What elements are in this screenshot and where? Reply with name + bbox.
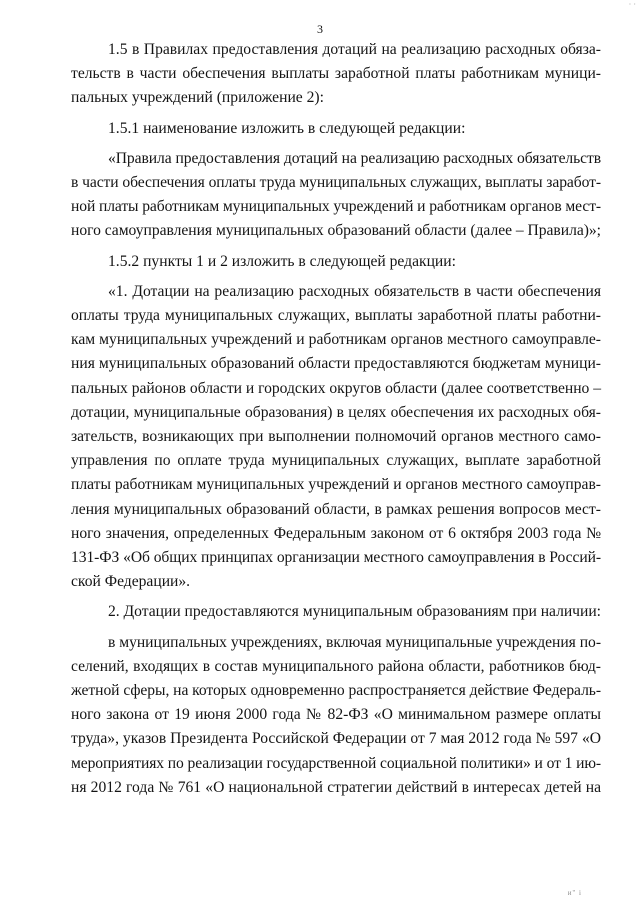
text-line: ного самоуправления муниципальных образований области (далее – Правила)»; [71,222,601,240]
text-line: платы работникам муниципальных учреждений и органов местного самоуправ- [71,476,601,494]
text-line: ской Федерации». [71,573,191,591]
text-line: в части обеспечения оплаты труда муниципальных служащих, выплаты заработ- [71,174,601,192]
document-body [71,38,601,806]
text-line: в муниципальных учреждениях, включая муниципальные учреждения по- [108,633,601,651]
paragraph-1-5-2 [71,250,601,274]
text-line: тельств в части обеспечения выплаты заработной платы работникам муници- [71,65,601,83]
paragraph-1-5 [71,38,601,111]
paragraph-item-1 [71,280,601,595]
footer-mark: и" і [567,889,582,897]
text-line: управления по оплате труда муниципальных служащих, выплате заработной [71,452,601,470]
text-line: труда», указов Президента Российской Федерации от 7 мая 2012 года № 597 «О [71,730,601,748]
text-line: жетной сферы, на которых одновременно распространяется действие Федераль- [71,682,601,700]
text-line: пальных учреждений (приложение 2): [71,89,324,107]
text-line: ного значения, определенных Федеральным законом от 6 октября 2003 года № [71,524,601,542]
text-line: «Правила предоставления дотаций на реализацию расходных обязательств [108,149,602,167]
page-number: 3 [317,22,323,36]
text-line: пальных районов области и городских округов области (далее соответственно – [71,379,601,397]
text-line: ления муниципальных образований области, в рамках решения вопросов мест- [71,500,601,518]
text-line: зательств, возникающих при выполнении полномочий органов местного само- [71,428,601,446]
text-line: селений, входящих в состав муниципального района области, работников бюд- [71,657,601,675]
text-line: 2. Дотации предоставляются муниципальным образованиям при наличии: [108,603,601,621]
text-line: ной платы работникам муниципальных учреждений и работникам органов мест- [71,198,601,216]
text-line: ня 2012 года № 761 «О национальной стратегии действий в интересах детей на [71,778,601,796]
corner-mark: · · [628,0,636,9]
text-line: «1. Дотации на реализацию расходных обязательств в части обеспечения [108,282,601,300]
paragraph-1-5-1 [71,117,601,141]
text-line: кам муниципальных учреждений и работникам органов местного самоуправле- [71,331,601,349]
text-line: ния муниципальных образований области предоставляются бюджетам муници- [71,355,601,373]
paragraph-rules-title [71,147,601,244]
text-line: дотации, муниципальные образования) в целях обеспечения их расходных обя- [71,403,601,421]
text-line: 131-ФЗ «Об общих принципах организации местного самоуправления в Россий- [71,549,601,567]
text-line: ного закона от 19 июня 2000 года № 82-ФЗ «О минимальном размере оплаты [71,706,601,724]
paragraph-conditions [71,631,601,800]
text-line: 1.5.1 наименование изложить в следующей редакции: [108,119,466,137]
text-line: мероприятиях по реализации государственной социальной политики» и от 1 ию- [71,754,601,772]
paragraph-item-2 [71,600,601,624]
text-line: оплаты труда муниципальных служащих, выплаты заработной платы работни- [71,307,601,325]
text-line: 1.5.2 пункты 1 и 2 изложить в следующей редакции: [108,252,456,270]
text-line: 1.5 в Правилах предоставления дотаций на реализацию расходных обяза- [108,41,601,58]
